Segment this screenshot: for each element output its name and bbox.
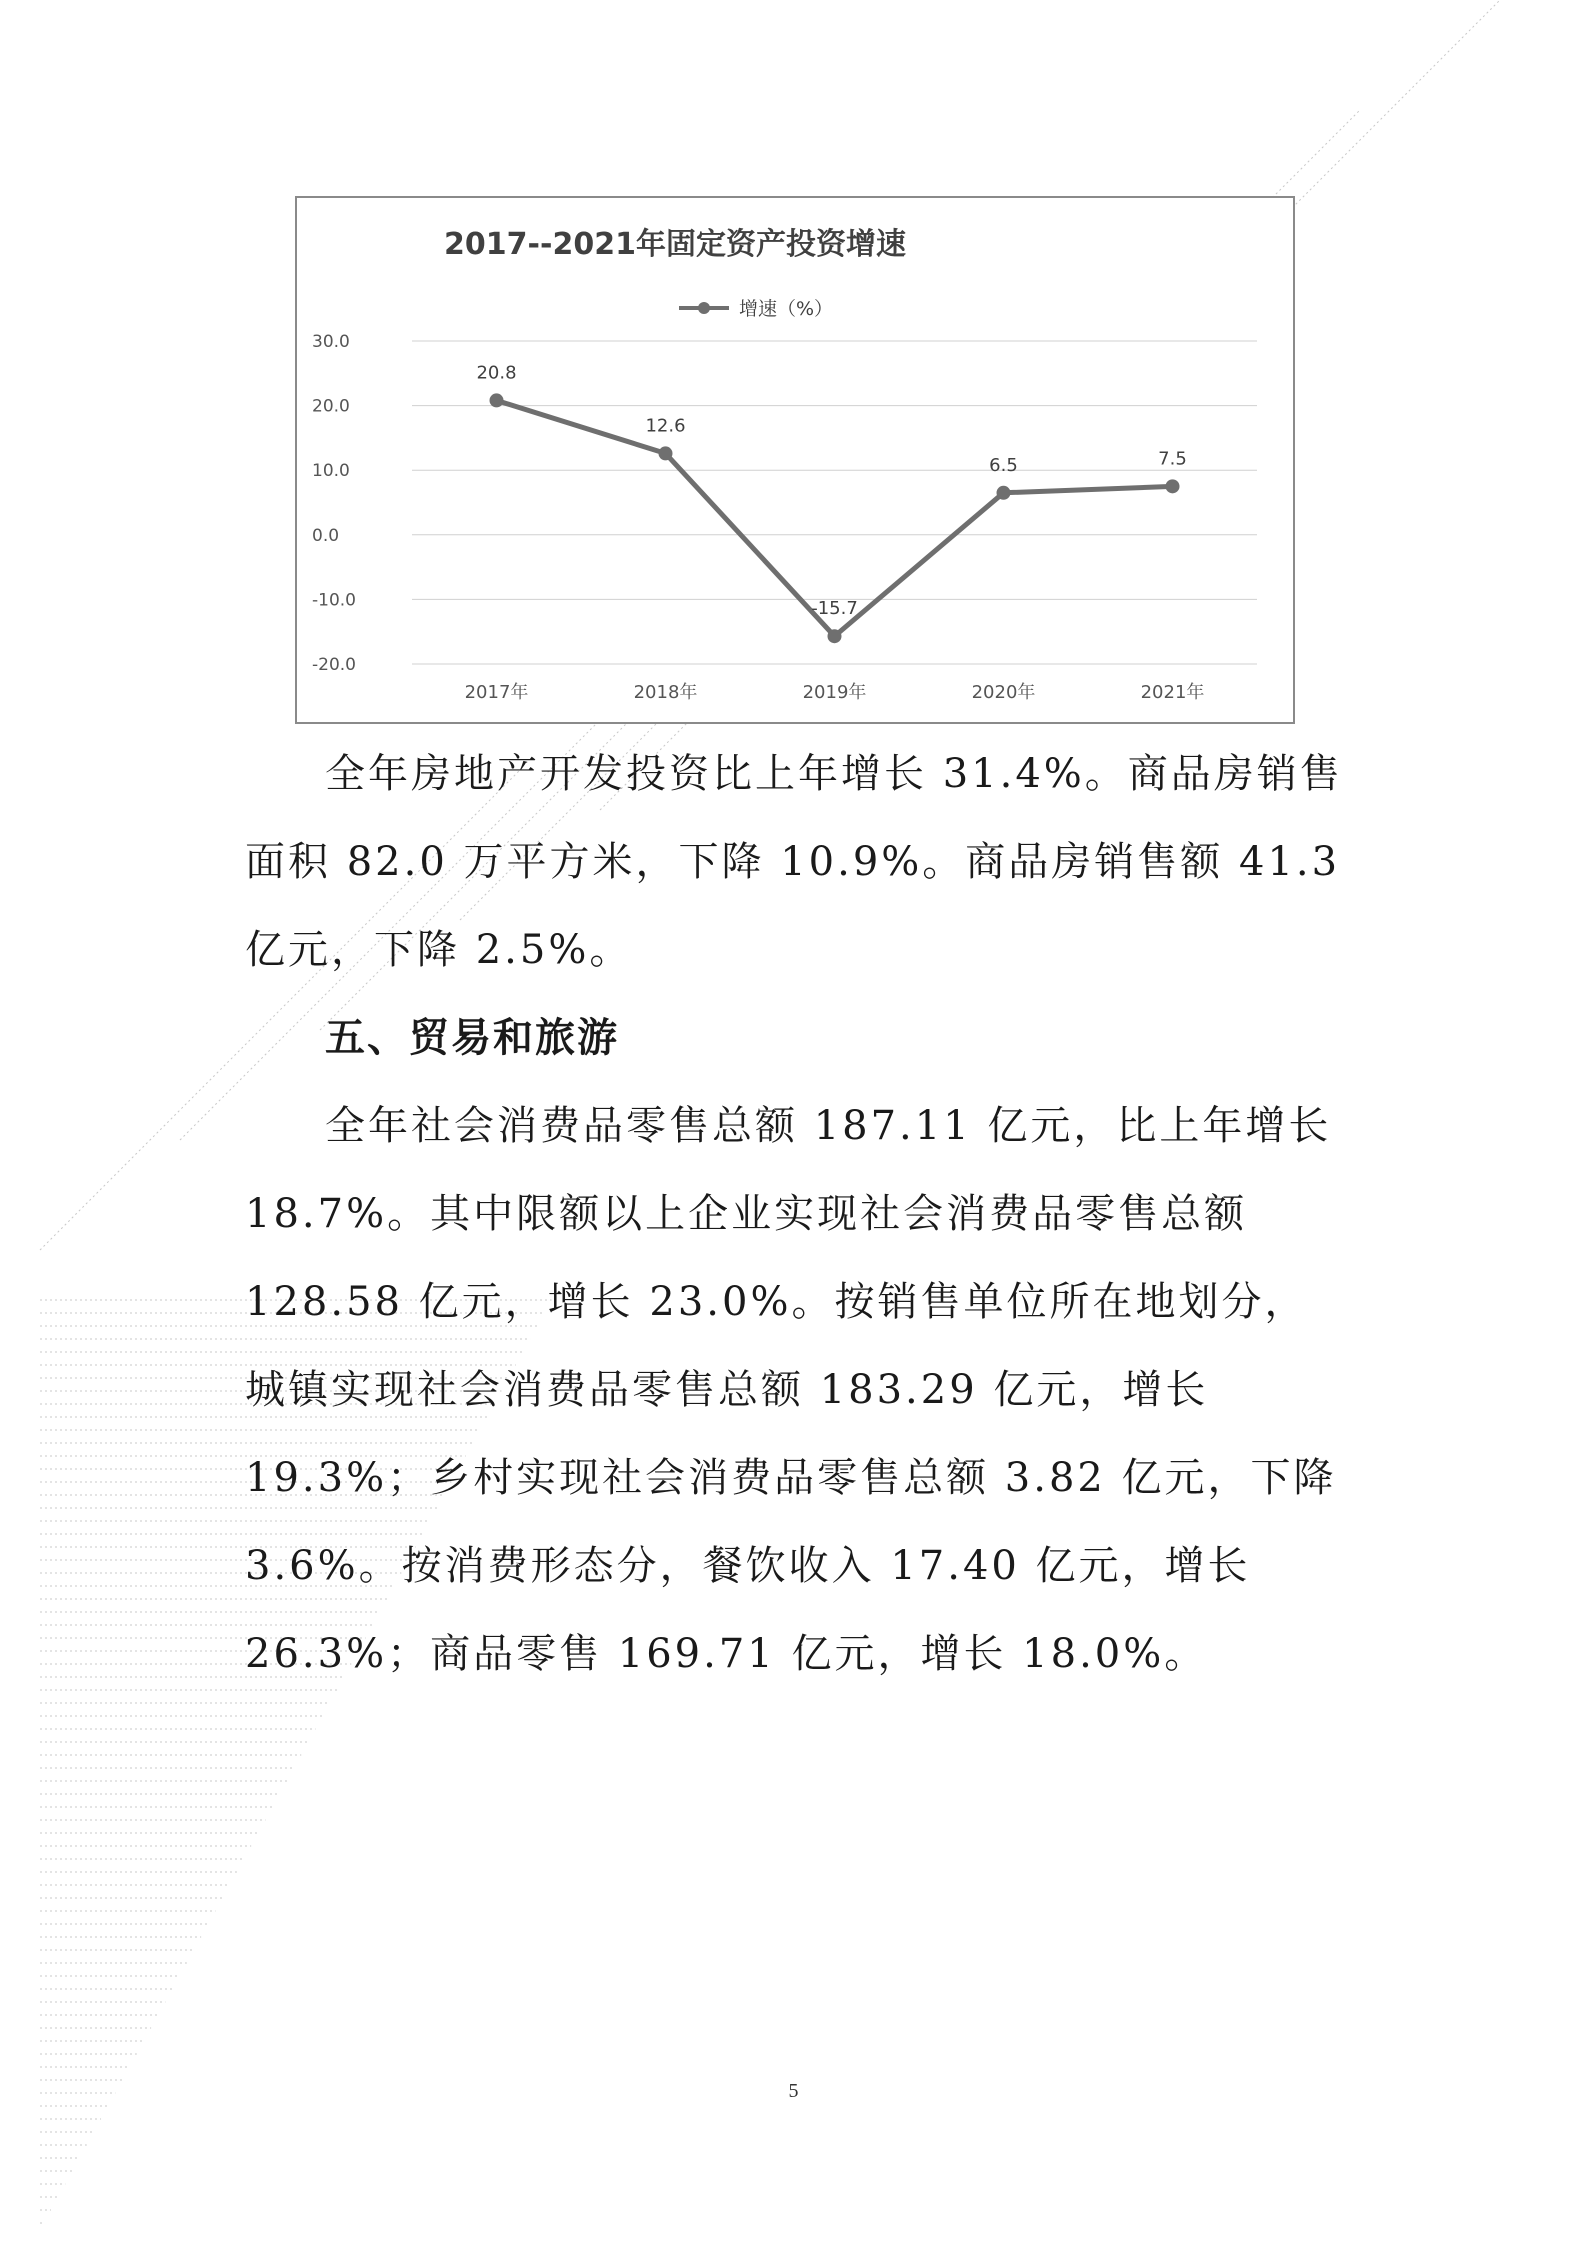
chart-canvas [297, 198, 1293, 722]
y-tick-label: 10.0 [312, 461, 350, 482]
data-label: 7.5 [1158, 448, 1187, 470]
data-label: 20.8 [476, 362, 517, 384]
data-label: 6.5 [989, 454, 1018, 476]
real-estate-paragraph: 全年房地产开发投资比上年增长 31.4%。商品房销售面积 82.0 万平方米，下降 10.9%。商品房销售额 41.3 亿元，下降 2.5%。 [245, 751, 1343, 973]
y-tick-label: 20.0 [312, 396, 350, 417]
y-tick-label: 0.0 [312, 525, 340, 546]
legend-label: 增速（%） [739, 298, 834, 320]
x-tick-label: 2018年 [633, 682, 698, 703]
chart-legend [679, 298, 833, 320]
document-body [245, 730, 1345, 1698]
investment-growth-chart [295, 196, 1295, 724]
data-point [997, 486, 1011, 500]
data-label: -15.7 [811, 598, 858, 620]
y-tick-label: -10.0 [312, 590, 356, 611]
y-tick-label: -20.0 [312, 655, 356, 675]
x-tick-label: 2020年 [971, 682, 1036, 703]
data-point [1166, 479, 1180, 493]
data-point [828, 629, 842, 643]
section-heading-trade-tourism: 五、贸易和旅游 [325, 1015, 619, 1061]
x-tick-label: 2019年 [802, 682, 867, 703]
y-tick-label: 30.0 [312, 332, 350, 352]
retail-sales-paragraph: 全年社会消费品零售总额 187.11 亿元，比上年增长 18.7%。其中限额以上企业实现社会消费品零售总额 128.58 亿元，增长 23.0%。按销售单位所在地划分，城镇实现社会消费品零售总额 183.29 亿元，增长 19.3%；乡村实现社会消费品零售总额 3.82 亿元，下降 3.6%。按消费形态分，餐饮收入 17.40 亿元，增长 26.3%；商品零售 169.71 亿元，增长 18.0%。 [245, 1103, 1337, 1677]
data-point [659, 446, 673, 460]
page-number: 5 [788, 2080, 799, 2102]
x-tick-label: 2017年 [464, 682, 529, 703]
data-point [490, 393, 504, 407]
legend-marker-icon [698, 302, 710, 314]
x-tick-label: 2021年 [1140, 682, 1205, 703]
chart-title: 2017--2021年固定资产投资增速 [444, 227, 906, 262]
data-label: 12.6 [645, 415, 686, 437]
